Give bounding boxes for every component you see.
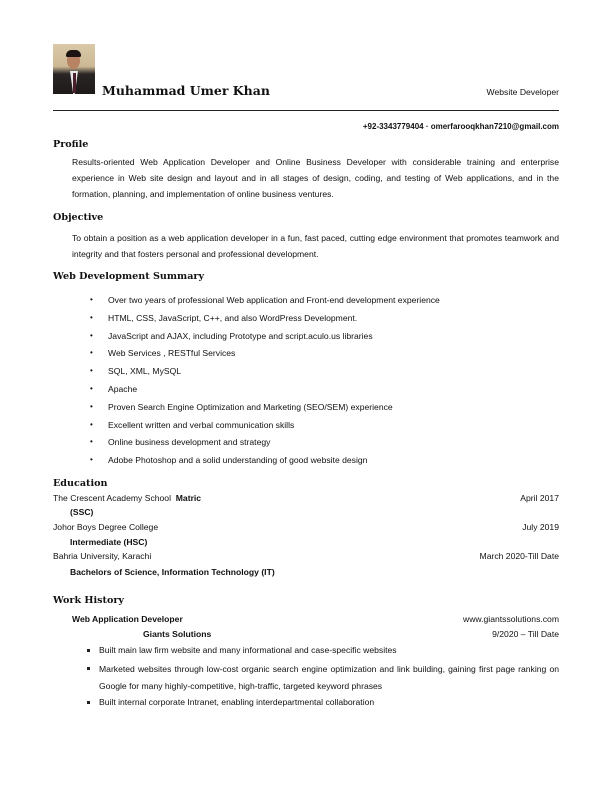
summary-item: Over two years of professional Web application and Front-end development experience xyxy=(108,295,440,305)
summary-item: SQL, XML, MySQL xyxy=(108,366,182,377)
education-degree: (SSC) xyxy=(70,507,94,517)
school-name: The Crescent Academy School xyxy=(53,493,171,503)
bullet-icon: • xyxy=(90,312,93,322)
profile-text: Results-oriented Web Application Developer and Online Business Developer with considerable training and enterprise experience in Web site design and layout and in all stages of design, coding, and testing of Web applications, and in the formation, planning, and implementation of online business ventures. xyxy=(72,157,559,199)
education-degree: Bachelors of Science, Information Technology (IT) xyxy=(70,567,275,577)
summary-item: Online business development and strategy xyxy=(108,437,271,448)
bullet-icon: • xyxy=(90,419,93,429)
education-school: Johor Boys Degree College xyxy=(53,522,159,532)
job-dates: 9/2020 – Till Date xyxy=(492,629,559,639)
education-date: April 2017 xyxy=(520,493,559,503)
education-degree: Intermediate (HSC) xyxy=(70,537,148,547)
summary-item: Excellent written and verbal communication skills xyxy=(108,419,295,430)
objective-text: To obtain a position as a web application developer in a fun, fast paced, cutting edge environment that promotes teamwork and integrity and that fosters personal and professional development. xyxy=(72,233,559,259)
bullet-icon: • xyxy=(90,437,93,447)
company-name: Giants Solutions xyxy=(143,629,212,639)
education-date: March 2020-Till Date xyxy=(479,551,559,561)
education-school xyxy=(53,492,201,504)
job-bullet: Built internal corporate Intranet, enabling interdepartmental collaboration xyxy=(99,697,375,707)
education-date: July 2019 xyxy=(522,522,559,532)
bullet-icon: • xyxy=(90,384,93,393)
summary-item: HTML, CSS, JavaScript, C++, and also WordPress Development. xyxy=(108,312,358,323)
work-heading: Work History xyxy=(53,595,125,606)
objective-heading: Objective xyxy=(53,212,104,223)
summary-item: Apache xyxy=(108,384,138,394)
degree-inline: Matric xyxy=(175,493,202,503)
company-website[interactable]: www.giantssolutions.com xyxy=(462,614,559,624)
job-title: Website Developer xyxy=(486,87,559,97)
bullet-icon: • xyxy=(90,348,93,358)
bullet-icon xyxy=(87,649,90,652)
education-heading: Education xyxy=(53,478,108,489)
bullet-icon xyxy=(87,701,90,704)
bullet-icon: • xyxy=(90,330,93,340)
contact-info: +92-3343779404 · omerfarooqkhan7210@gmail.com xyxy=(362,122,559,131)
job-bullet: Built main law firm website and many informational and case-specific websites xyxy=(99,645,397,655)
candidate-name: Muhammad Umer Khan xyxy=(102,83,270,98)
job-role: Web Application Developer xyxy=(72,614,183,624)
summary-item: Proven Search Engine Optimization and Marketing (SEO/SEM) experience xyxy=(108,401,393,412)
bullet-icon: • xyxy=(90,295,93,304)
profile-photo xyxy=(53,44,95,94)
header-divider xyxy=(53,110,559,111)
profile-heading: Profile xyxy=(53,139,89,150)
bullet-icon: • xyxy=(90,401,93,411)
education-school: Bahria University, Karachi xyxy=(53,551,152,561)
summary-item: Adobe Photoshop and a solid understanding of good website design xyxy=(108,455,368,466)
job-bullet: Marketed websites through low-cost organic search engine optimization and link building, gaining first page ranking on Google for many highly-competitive, high-traffic, targeted keyword phrases xyxy=(99,664,559,691)
bullet-icon: • xyxy=(90,366,93,376)
summary-item: Web Services , RESTful Services xyxy=(108,348,236,359)
bullet-icon: • xyxy=(90,455,93,465)
summary-heading: Web Development Summary xyxy=(53,271,205,282)
bullet-icon xyxy=(87,667,90,670)
summary-item: JavaScript and AJAX, including Prototype and script.aculo.us libraries xyxy=(108,330,373,341)
